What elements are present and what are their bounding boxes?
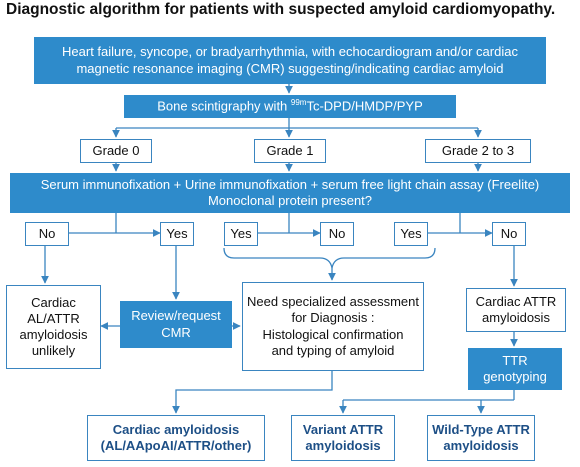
ttr-genotyping-box <box>468 348 562 390</box>
serum-line-1: Serum immunofixation + Urine immunofixation + serum free light chain assay (Freelite) <box>40 176 540 192</box>
scintigraphy-prefix: Bone scintigraphy with <box>157 98 291 114</box>
arrow-specialized-to-cardiac-outcome <box>176 371 332 413</box>
unlikely-line-2: AL/ATTR <box>27 310 80 326</box>
review-line-2: CMR <box>161 324 191 340</box>
cardiac-attr-line-1: Cardiac ATTR <box>475 293 557 309</box>
outcome-variant-line-1: Variant ATTR <box>302 421 384 437</box>
specialized-line-4: and typing of amyloid <box>271 342 395 358</box>
outcome-wildtype-attr-box <box>427 415 535 461</box>
serum-immunofixation-box <box>10 173 570 213</box>
specialized-line-3: Histological confirmation <box>262 326 404 342</box>
grade23-no-box: No <box>492 222 526 246</box>
brace-yes-group <box>224 248 435 268</box>
ttr-line-1: TTR <box>502 352 528 368</box>
amyloidosis-unlikely-box <box>6 285 101 369</box>
specialized-line-1: Need specialized assessment <box>247 294 419 309</box>
grade0-no-box: No <box>25 222 69 246</box>
cardiac-attr-box <box>466 288 566 332</box>
outcome-wildtype-line-2: amyloidosis <box>443 438 519 453</box>
grade1-yes-box: Yes <box>224 222 258 246</box>
review-cmr-box <box>120 301 232 348</box>
scintigraphy-box <box>124 95 456 118</box>
unlikely-line-1: Cardiac <box>31 294 76 310</box>
grade0-box: Grade 0 <box>80 139 152 163</box>
symptoms-line-2: magnetic resonance imaging (CMR) suggesting/indicating cardiac amyloid <box>76 60 504 76</box>
ttr-line-2: genotyping <box>483 369 547 384</box>
outcome-wildtype-line-1: Wild-Type ATTR <box>432 421 530 437</box>
grade1-no-box: No <box>320 222 354 246</box>
grade23-yes-box: Yes <box>394 222 428 246</box>
symptoms-box <box>34 37 546 84</box>
outcome-variant-line-2: amyloidosis <box>305 438 381 453</box>
grade1-box: Grade 1 <box>254 139 326 163</box>
symptoms-line-1: Heart failure, syncope, or bradyarrhythmia, with echocardiogram and/or cardiac <box>62 44 518 60</box>
scintigraphy-text <box>157 98 423 115</box>
outcome-cardiac-amyloidosis-box <box>87 415 265 461</box>
scintigraphy-isotope-superscript: 99m <box>290 98 307 108</box>
scintigraphy-suffix: Tc-DPD/HMDP/PYP <box>306 98 423 114</box>
specialized-line-2: for Diagnosis : <box>291 310 375 326</box>
unlikely-line-3: amyloidosis <box>19 327 88 342</box>
grade2-3-box: Grade 2 to 3 <box>425 139 531 163</box>
outcome-cardiac-line-2: (AL/AApoAI/ATTR/other) <box>100 438 252 453</box>
grade0-yes-box: Yes <box>160 222 194 246</box>
cardiac-attr-line-2: amyloidosis <box>482 310 550 325</box>
review-line-1: Review/request <box>131 308 221 324</box>
outcome-variant-attr-box <box>291 415 395 461</box>
serum-line-2: Monoclonal protein present? <box>207 193 373 208</box>
specialized-assessment-box <box>242 282 424 371</box>
unlikely-line-4: unlikely <box>31 343 76 359</box>
diagram-title: Diagnostic algorithm for patients with suspected amyloid cardiomyopathy. <box>6 1 556 18</box>
outcome-cardiac-line-1: Cardiac amyloidosis <box>112 421 240 437</box>
